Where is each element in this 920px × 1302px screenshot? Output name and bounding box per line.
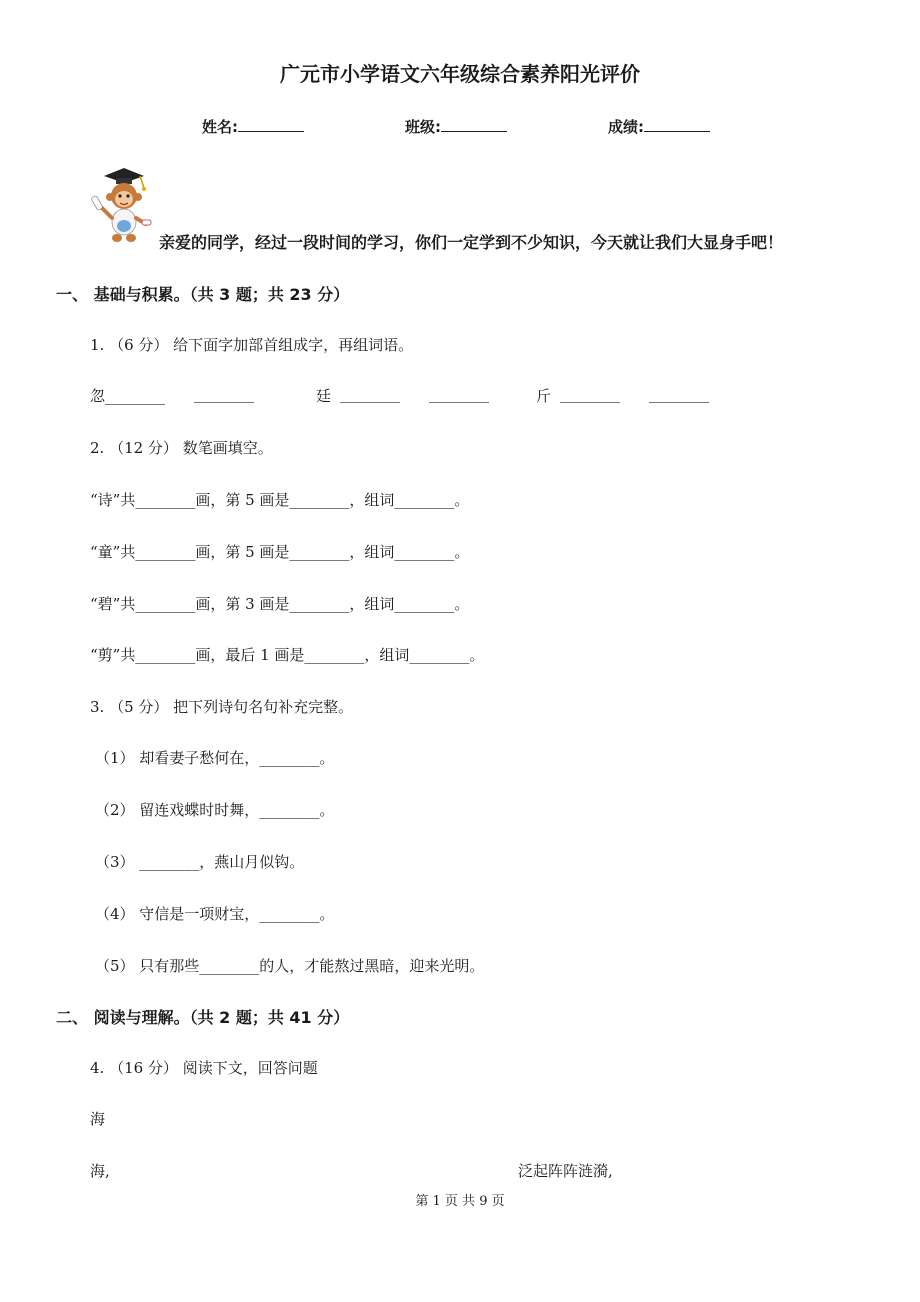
question-3-item[interactable]: （4） 守信是一项财宝，________。 [95, 905, 335, 923]
class-field[interactable] [405, 116, 507, 137]
question-3-item[interactable]: （1） 却看妻子愁何在，________。 [95, 749, 335, 767]
question-3-item[interactable]: （3） ________，燕山月似钩。 [95, 853, 305, 871]
q1-blank[interactable]: ________ [649, 385, 709, 403]
q1-blank[interactable]: ________ [560, 385, 620, 403]
passage-line-left: 海, [90, 1162, 110, 1180]
greeting-text: 亲爱的同学，经过一段时间的学习，你们一定学到不少知识，今天就让我们大显身手吧！ [159, 233, 784, 252]
score-label: 成绩: [608, 118, 644, 136]
q1-blank[interactable]: ________ [340, 385, 400, 403]
q1-char-2: 廷 [316, 387, 332, 405]
q1-char-3: 斤 [536, 387, 552, 405]
question-2-prompt: 2. （12 分） 数笔画填空。 [90, 439, 273, 457]
score-blank[interactable] [644, 117, 710, 132]
question-2-line[interactable]: “诗”共________画，第 5 画是________，组词________。 [90, 491, 470, 509]
page-footer: 第 1 页 共 9 页 [415, 1194, 505, 1209]
score-field[interactable] [608, 116, 710, 137]
name-field[interactable] [202, 116, 304, 137]
section-1-heading: 一、 基础与积累。（共 3 题；共 23 分） [56, 285, 350, 304]
q1-blank[interactable]: ________ [194, 385, 254, 403]
question-3-item[interactable]: （5） 只有那些________的人，才能熬过黑暗，迎来光明。 [95, 957, 485, 975]
name-blank[interactable] [238, 117, 304, 132]
q1-char-1: 忽 [90, 387, 106, 405]
question-2-line[interactable]: “童”共________画，第 5 画是________，组词________。 [90, 543, 470, 561]
question-1-row [90, 385, 165, 406]
question-3-item[interactable]: （2） 留连戏蝶时时舞，________。 [95, 801, 335, 819]
question-2-line[interactable]: “剪”共________画，最后 1 画是________，组词________。 [90, 646, 485, 664]
passage-title: 海 [90, 1110, 106, 1128]
page-title: 广元市小学语文六年级综合素养阳光评价 [280, 62, 640, 86]
class-label: 班级: [405, 118, 441, 136]
q1-blank[interactable]: ________ [429, 385, 489, 403]
question-4-prompt: 4. （16 分） 阅读下文，回答问题 [90, 1059, 318, 1077]
class-blank[interactable] [441, 117, 507, 132]
section-2-heading: 二、 阅读与理解。（共 2 题；共 41 分） [56, 1008, 350, 1027]
question-2-line[interactable]: “碧”共________画，第 3 画是________，组词________。 [90, 595, 470, 613]
passage-line-right: 泛起阵阵涟漪, [518, 1162, 613, 1180]
question-1-prompt: 1. （6 分） 给下面字加部首组成字，再组词语。 [90, 336, 414, 354]
q1-blank[interactable]: ________ [105, 387, 166, 405]
question-3-prompt: 3. （5 分） 把下列诗句名句补充完整。 [90, 698, 354, 716]
name-label: 姓名: [202, 118, 238, 136]
graduate-monkey-icon [86, 166, 152, 246]
